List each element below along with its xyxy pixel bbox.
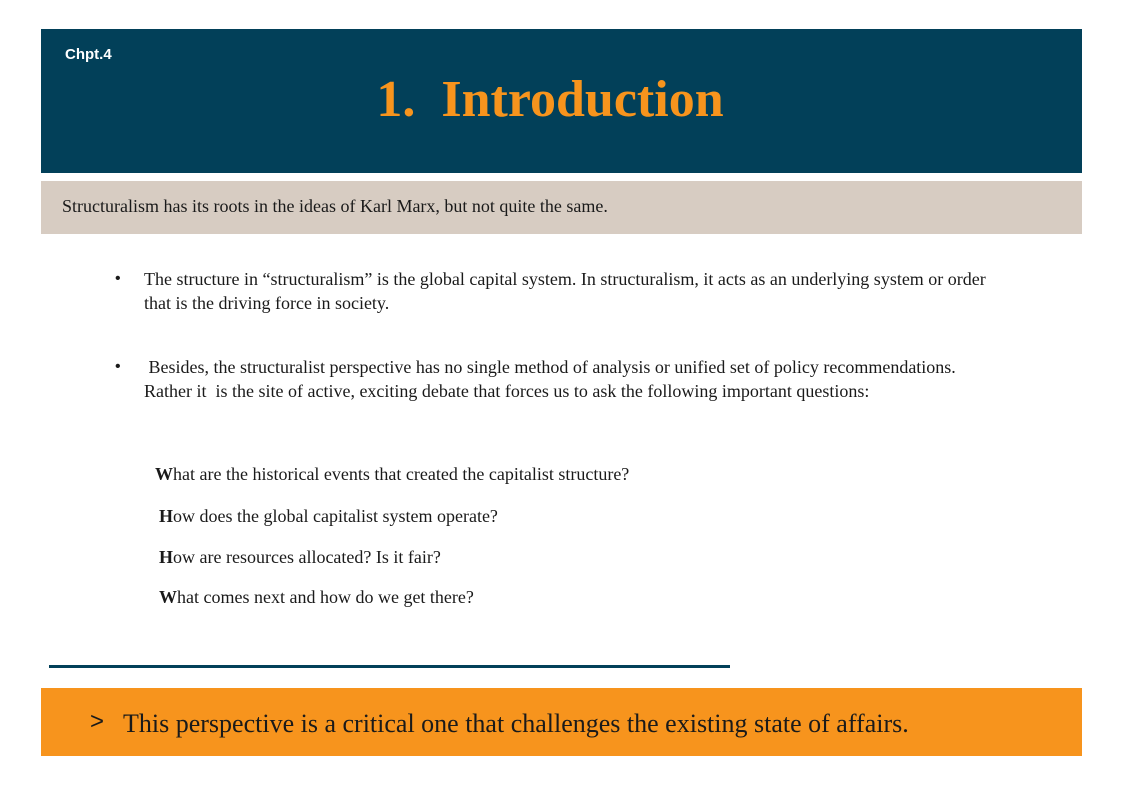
question-item <box>159 546 441 568</box>
title-text: Introduction <box>441 71 724 128</box>
question-initial: H <box>159 506 174 526</box>
question-text: ow are resources allocated? Is it fair? <box>173 547 441 567</box>
divider-line <box>49 665 730 668</box>
question-initial: H <box>159 547 174 567</box>
question-initial: W <box>155 464 173 484</box>
bullet-item <box>115 355 995 403</box>
title-banner <box>41 29 1082 173</box>
subtitle-bar <box>41 181 1082 234</box>
bullet-text: The structure in “structuralism” is the global capital system. In structuralism, it acts as an underlying system or order that is the driving force in society. <box>144 269 986 313</box>
arrow-icon: > <box>90 708 105 735</box>
bullet-marker: • <box>115 270 121 287</box>
conclusion-banner <box>41 688 1082 756</box>
title-number: 1. <box>376 71 416 128</box>
question-item <box>155 463 629 485</box>
question-initial: W <box>159 587 177 607</box>
bullet-item <box>115 267 995 315</box>
chapter-label: Chpt.4 <box>65 46 112 63</box>
bullet-text: Besides, the structuralist perspective has no single method of analysis or unified set of policy recommendations. Rather it is the site of active, exciting debate that forces us to ask the following important questions: <box>144 357 961 401</box>
bullet-list <box>115 267 995 403</box>
question-text: ow does the global capitalist system operate? <box>173 506 498 526</box>
question-item <box>159 505 498 527</box>
slide-title <box>41 67 1059 133</box>
conclusion-text: This perspective is a critical one that challenges the existing state of affairs. <box>123 709 909 738</box>
question-item <box>159 586 474 608</box>
subtitle-text: Structuralism has its roots in the ideas of Karl Marx, but not quite the same. <box>62 196 608 216</box>
question-text: hat comes next and how do we get there? <box>177 587 474 607</box>
bullet-marker: • <box>115 358 121 375</box>
question-text: hat are the historical events that created the capitalist structure? <box>173 464 630 484</box>
